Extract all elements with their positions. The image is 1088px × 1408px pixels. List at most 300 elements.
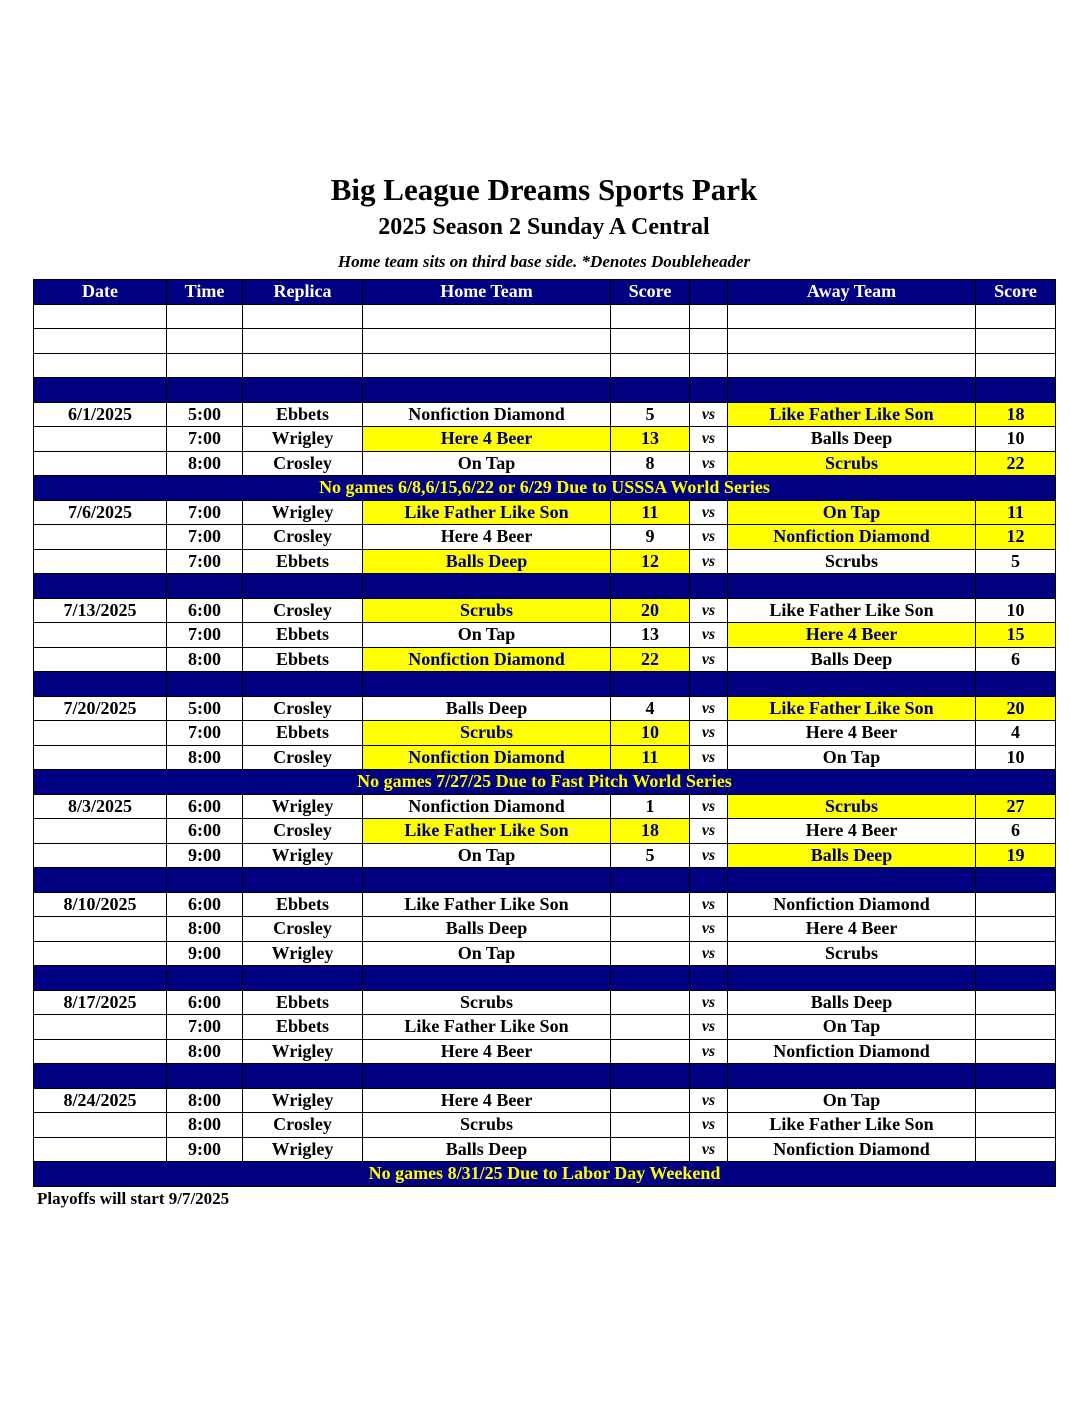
away-score-cell: 27 xyxy=(976,794,1056,819)
empty-cell xyxy=(728,574,976,599)
empty-cell xyxy=(976,1064,1056,1089)
empty-cell xyxy=(611,574,690,599)
empty-cell xyxy=(243,304,363,329)
away-score-cell xyxy=(976,917,1056,942)
empty-cell xyxy=(243,353,363,378)
home-score-cell: 20 xyxy=(611,598,690,623)
vs-cell: vs xyxy=(690,623,728,648)
empty-cell xyxy=(611,1064,690,1089)
game-row xyxy=(34,549,1056,574)
vs-cell: vs xyxy=(690,941,728,966)
replica-cell: Ebbets xyxy=(243,402,363,427)
game-row xyxy=(34,427,1056,452)
page-title: Big League Dreams Sports Park xyxy=(330,172,758,207)
separator-row xyxy=(34,966,1056,991)
home-score-cell: 5 xyxy=(611,843,690,868)
away-team-cell: Here 4 Beer xyxy=(728,623,976,648)
empty-cell xyxy=(976,329,1056,354)
empty-cell xyxy=(728,353,976,378)
away-score-cell: 18 xyxy=(976,402,1056,427)
empty-cell xyxy=(690,1064,728,1089)
away-score-cell: 10 xyxy=(976,745,1056,770)
time-cell: 7:00 xyxy=(167,549,243,574)
away-team-cell: Like Father Like Son xyxy=(728,402,976,427)
empty-cell xyxy=(243,966,363,991)
replica-cell: Wrigley xyxy=(243,500,363,525)
empty-cell xyxy=(243,378,363,403)
time-cell: 8:00 xyxy=(167,1039,243,1064)
home-score-cell xyxy=(611,1039,690,1064)
empty-cell xyxy=(690,378,728,403)
vs-cell: vs xyxy=(690,1015,728,1040)
home-team-cell: Nonfiction Diamond xyxy=(363,745,611,770)
empty-cell xyxy=(243,329,363,354)
page-subtitle: 2025 Season 2 Sunday A Central xyxy=(378,214,710,240)
empty-cell xyxy=(976,868,1056,893)
empty-cell xyxy=(690,966,728,991)
date-cell xyxy=(34,819,167,844)
empty-cell xyxy=(363,304,611,329)
time-cell: 8:00 xyxy=(167,917,243,942)
away-score-cell: 10 xyxy=(976,427,1056,452)
away-score-cell: 4 xyxy=(976,721,1056,746)
home-score-cell xyxy=(611,1015,690,1040)
away-score-cell: 12 xyxy=(976,525,1056,550)
replica-cell: Crosley xyxy=(243,917,363,942)
replica-cell: Crosley xyxy=(243,1113,363,1138)
away-team-cell: Scrubs xyxy=(728,451,976,476)
date-cell xyxy=(34,623,167,648)
time-cell: 7:00 xyxy=(167,525,243,550)
empty-cell xyxy=(167,868,243,893)
date-cell xyxy=(34,1015,167,1040)
empty-cell xyxy=(167,353,243,378)
replica-cell: Crosley xyxy=(243,525,363,550)
date-cell xyxy=(34,941,167,966)
game-row xyxy=(34,794,1056,819)
home-team-cell: On Tap xyxy=(363,941,611,966)
vs-cell: vs xyxy=(690,843,728,868)
game-row xyxy=(34,721,1056,746)
date-cell xyxy=(34,549,167,574)
empty-cell xyxy=(363,353,611,378)
replica-cell: Crosley xyxy=(243,696,363,721)
blank-row xyxy=(34,329,1056,354)
column-header-home-team: Home Team xyxy=(363,280,611,305)
vs-cell: vs xyxy=(690,721,728,746)
home-score-cell xyxy=(611,990,690,1015)
vs-cell: vs xyxy=(690,647,728,672)
away-score-cell: 6 xyxy=(976,647,1056,672)
column-header-date: Date xyxy=(34,280,167,305)
away-team-cell: On Tap xyxy=(728,500,976,525)
empty-cell xyxy=(976,966,1056,991)
separator-row xyxy=(34,1064,1056,1089)
vs-cell: vs xyxy=(690,1113,728,1138)
away-team-cell: Here 4 Beer xyxy=(728,917,976,942)
date-cell xyxy=(34,1113,167,1138)
replica-cell: Wrigley xyxy=(243,1088,363,1113)
replica-cell: Wrigley xyxy=(243,1137,363,1162)
home-team-cell: Scrubs xyxy=(363,598,611,623)
away-team-cell: Balls Deep xyxy=(728,427,976,452)
empty-cell xyxy=(976,304,1056,329)
game-row xyxy=(34,500,1056,525)
date-cell xyxy=(34,647,167,672)
game-row xyxy=(34,451,1056,476)
separator-row xyxy=(34,378,1056,403)
home-team-cell: On Tap xyxy=(363,623,611,648)
replica-cell: Ebbets xyxy=(243,990,363,1015)
home-team-cell: Here 4 Beer xyxy=(363,525,611,550)
empty-cell xyxy=(976,574,1056,599)
date-cell: 8/3/2025 xyxy=(34,794,167,819)
time-cell: 9:00 xyxy=(167,843,243,868)
home-score-cell: 13 xyxy=(611,427,690,452)
empty-cell xyxy=(611,329,690,354)
column-header-away-score: Score xyxy=(976,280,1056,305)
empty-cell xyxy=(728,329,976,354)
vs-cell: vs xyxy=(690,525,728,550)
empty-cell xyxy=(167,574,243,599)
home-team-cell: Scrubs xyxy=(363,1113,611,1138)
vs-cell: vs xyxy=(690,1039,728,1064)
away-team-cell: On Tap xyxy=(728,1088,976,1113)
time-cell: 7:00 xyxy=(167,500,243,525)
vs-cell: vs xyxy=(690,402,728,427)
away-team-cell: Like Father Like Son xyxy=(728,598,976,623)
vs-cell: vs xyxy=(690,696,728,721)
home-team-cell: Like Father Like Son xyxy=(363,892,611,917)
date-cell xyxy=(34,917,167,942)
separator-row xyxy=(34,574,1056,599)
game-row xyxy=(34,647,1056,672)
empty-cell xyxy=(363,574,611,599)
empty-cell xyxy=(611,966,690,991)
empty-cell xyxy=(363,378,611,403)
time-cell: 6:00 xyxy=(167,598,243,623)
notice-row xyxy=(34,1162,1056,1187)
away-score-cell xyxy=(976,941,1056,966)
home-team-cell: Balls Deep xyxy=(363,696,611,721)
replica-cell: Wrigley xyxy=(243,794,363,819)
empty-cell xyxy=(690,329,728,354)
away-score-cell xyxy=(976,1015,1056,1040)
game-row xyxy=(34,1088,1056,1113)
away-score-cell: 15 xyxy=(976,623,1056,648)
empty-cell xyxy=(363,966,611,991)
empty-cell xyxy=(243,868,363,893)
empty-cell xyxy=(728,868,976,893)
time-cell: 7:00 xyxy=(167,1015,243,1040)
empty-cell xyxy=(34,353,167,378)
away-score-cell: 20 xyxy=(976,696,1056,721)
empty-cell xyxy=(167,966,243,991)
date-cell xyxy=(34,721,167,746)
replica-cell: Ebbets xyxy=(243,623,363,648)
replica-cell: Ebbets xyxy=(243,721,363,746)
game-row xyxy=(34,598,1056,623)
blank-row xyxy=(34,353,1056,378)
vs-cell: vs xyxy=(690,427,728,452)
time-cell: 5:00 xyxy=(167,402,243,427)
home-team-cell: Here 4 Beer xyxy=(363,1088,611,1113)
empty-cell xyxy=(690,304,728,329)
empty-cell xyxy=(34,329,167,354)
home-score-cell: 8 xyxy=(611,451,690,476)
game-row xyxy=(34,1039,1056,1064)
game-row xyxy=(34,941,1056,966)
empty-cell xyxy=(34,868,167,893)
replica-cell: Crosley xyxy=(243,819,363,844)
away-team-cell: Balls Deep xyxy=(728,647,976,672)
vs-cell: vs xyxy=(690,745,728,770)
date-cell xyxy=(34,525,167,550)
table-header-row xyxy=(34,280,1056,305)
replica-cell: Ebbets xyxy=(243,1015,363,1040)
home-team-cell: Here 4 Beer xyxy=(363,1039,611,1064)
empty-cell xyxy=(611,353,690,378)
separator-row xyxy=(34,868,1056,893)
home-team-cell: Balls Deep xyxy=(363,1137,611,1162)
empty-cell xyxy=(167,672,243,697)
date-cell xyxy=(34,843,167,868)
empty-cell xyxy=(728,378,976,403)
replica-cell: Wrigley xyxy=(243,1039,363,1064)
time-cell: 8:00 xyxy=(167,451,243,476)
empty-cell xyxy=(34,378,167,403)
vs-cell: vs xyxy=(690,549,728,574)
time-cell: 8:00 xyxy=(167,647,243,672)
replica-cell: Ebbets xyxy=(243,647,363,672)
home-score-cell xyxy=(611,917,690,942)
game-row xyxy=(34,525,1056,550)
date-cell: 7/20/2025 xyxy=(34,696,167,721)
away-team-cell: Like Father Like Son xyxy=(728,696,976,721)
away-team-cell: Scrubs xyxy=(728,549,976,574)
column-header-replica: Replica xyxy=(243,280,363,305)
replica-cell: Wrigley xyxy=(243,941,363,966)
empty-cell xyxy=(690,672,728,697)
replica-cell: Ebbets xyxy=(243,549,363,574)
away-team-cell: Scrubs xyxy=(728,794,976,819)
empty-cell xyxy=(976,378,1056,403)
home-team-cell: Balls Deep xyxy=(363,917,611,942)
empty-cell xyxy=(167,1064,243,1089)
home-team-cell: Scrubs xyxy=(363,990,611,1015)
home-team-cell: Nonfiction Diamond xyxy=(363,794,611,819)
game-row xyxy=(34,843,1056,868)
home-score-cell xyxy=(611,1113,690,1138)
replica-cell: Crosley xyxy=(243,451,363,476)
empty-cell xyxy=(167,378,243,403)
blank-row xyxy=(34,304,1056,329)
time-cell: 5:00 xyxy=(167,696,243,721)
game-row xyxy=(34,1137,1056,1162)
home-team-cell: Scrubs xyxy=(363,721,611,746)
date-cell xyxy=(34,451,167,476)
empty-cell xyxy=(976,672,1056,697)
home-score-cell: 11 xyxy=(611,500,690,525)
home-score-cell: 11 xyxy=(611,745,690,770)
vs-cell: vs xyxy=(690,1137,728,1162)
notice-row xyxy=(34,770,1056,795)
home-score-cell: 9 xyxy=(611,525,690,550)
empty-cell xyxy=(690,353,728,378)
home-score-cell xyxy=(611,1137,690,1162)
empty-cell xyxy=(34,966,167,991)
home-score-cell: 18 xyxy=(611,819,690,844)
replica-cell: Wrigley xyxy=(243,843,363,868)
home-team-cell: Balls Deep xyxy=(363,549,611,574)
home-score-cell: 13 xyxy=(611,623,690,648)
away-team-cell: On Tap xyxy=(728,1015,976,1040)
game-row xyxy=(34,917,1056,942)
separator-row xyxy=(34,672,1056,697)
replica-cell: Ebbets xyxy=(243,892,363,917)
home-score-cell: 12 xyxy=(611,549,690,574)
away-team-cell: Nonfiction Diamond xyxy=(728,1137,976,1162)
time-cell: 7:00 xyxy=(167,427,243,452)
notice-text: No games 8/31/25 Due to Labor Day Weekend xyxy=(34,1162,1056,1187)
empty-cell xyxy=(167,329,243,354)
replica-cell: Crosley xyxy=(243,745,363,770)
game-row xyxy=(34,745,1056,770)
away-team-cell: Balls Deep xyxy=(728,990,976,1015)
game-row xyxy=(34,819,1056,844)
game-row xyxy=(34,402,1056,427)
empty-cell xyxy=(728,1064,976,1089)
schedule-table xyxy=(33,279,1056,1187)
empty-cell xyxy=(167,304,243,329)
home-team-cell: Nonfiction Diamond xyxy=(363,647,611,672)
time-cell: 7:00 xyxy=(167,721,243,746)
away-score-cell xyxy=(976,892,1056,917)
empty-cell xyxy=(34,574,167,599)
time-cell: 8:00 xyxy=(167,745,243,770)
home-team-cell: Like Father Like Son xyxy=(363,819,611,844)
empty-cell xyxy=(690,574,728,599)
empty-cell xyxy=(243,574,363,599)
away-score-cell: 22 xyxy=(976,451,1056,476)
vs-cell: vs xyxy=(690,892,728,917)
away-team-cell: Like Father Like Son xyxy=(728,1113,976,1138)
playoffs-note: Playoffs will start 9/7/2025 xyxy=(37,1189,230,1208)
away-team-cell: Scrubs xyxy=(728,941,976,966)
away-team-cell: Nonfiction Diamond xyxy=(728,1039,976,1064)
away-team-cell: Here 4 Beer xyxy=(728,819,976,844)
away-score-cell xyxy=(976,1039,1056,1064)
away-score-cell: 6 xyxy=(976,819,1056,844)
home-score-cell xyxy=(611,892,690,917)
empty-cell xyxy=(690,868,728,893)
vs-cell: vs xyxy=(690,451,728,476)
home-team-cell: On Tap xyxy=(363,451,611,476)
empty-cell xyxy=(363,1064,611,1089)
away-score-cell: 5 xyxy=(976,549,1056,574)
away-score-cell: 11 xyxy=(976,500,1056,525)
time-cell: 6:00 xyxy=(167,892,243,917)
empty-cell xyxy=(363,672,611,697)
away-team-cell: Here 4 Beer xyxy=(728,721,976,746)
empty-cell xyxy=(611,868,690,893)
notice-row xyxy=(34,476,1056,501)
vs-cell: vs xyxy=(690,598,728,623)
vs-cell: vs xyxy=(690,917,728,942)
date-cell: 8/17/2025 xyxy=(34,990,167,1015)
empty-cell xyxy=(243,1064,363,1089)
time-cell: 9:00 xyxy=(167,941,243,966)
away-team-cell: On Tap xyxy=(728,745,976,770)
empty-cell xyxy=(728,672,976,697)
home-team-cell: On Tap xyxy=(363,843,611,868)
empty-cell xyxy=(611,378,690,403)
home-score-cell: 5 xyxy=(611,402,690,427)
away-score-cell: 19 xyxy=(976,843,1056,868)
page-note: Home team sits on third base side. *Denotes Doubleheader xyxy=(337,252,751,271)
away-score-cell xyxy=(976,990,1056,1015)
vs-cell: vs xyxy=(690,1088,728,1113)
away-score-cell xyxy=(976,1113,1056,1138)
home-team-cell: Like Father Like Son xyxy=(363,500,611,525)
date-cell xyxy=(34,427,167,452)
home-team-cell: Nonfiction Diamond xyxy=(363,402,611,427)
vs-cell: vs xyxy=(690,819,728,844)
date-cell xyxy=(34,1039,167,1064)
away-score-cell: 10 xyxy=(976,598,1056,623)
away-score-cell xyxy=(976,1137,1056,1162)
column-header-away-team: Away Team xyxy=(728,280,976,305)
date-cell: 8/24/2025 xyxy=(34,1088,167,1113)
home-team-cell: Here 4 Beer xyxy=(363,427,611,452)
away-team-cell: Nonfiction Diamond xyxy=(728,892,976,917)
time-cell: 6:00 xyxy=(167,819,243,844)
time-cell: 9:00 xyxy=(167,1137,243,1162)
time-cell: 7:00 xyxy=(167,623,243,648)
away-score-cell xyxy=(976,1088,1056,1113)
empty-cell xyxy=(611,672,690,697)
empty-cell xyxy=(976,353,1056,378)
time-cell: 6:00 xyxy=(167,990,243,1015)
game-row xyxy=(34,892,1056,917)
vs-cell: vs xyxy=(690,794,728,819)
home-score-cell xyxy=(611,1088,690,1113)
game-row xyxy=(34,623,1056,648)
date-cell xyxy=(34,1137,167,1162)
date-cell: 7/6/2025 xyxy=(34,500,167,525)
date-cell: 7/13/2025 xyxy=(34,598,167,623)
replica-cell: Wrigley xyxy=(243,427,363,452)
vs-cell: vs xyxy=(690,500,728,525)
time-cell: 6:00 xyxy=(167,794,243,819)
game-row xyxy=(34,990,1056,1015)
home-team-cell: Like Father Like Son xyxy=(363,1015,611,1040)
empty-cell xyxy=(728,304,976,329)
empty-cell xyxy=(363,868,611,893)
away-team-cell: Nonfiction Diamond xyxy=(728,525,976,550)
home-score-cell xyxy=(611,941,690,966)
home-score-cell: 4 xyxy=(611,696,690,721)
empty-cell xyxy=(34,1064,167,1089)
game-row xyxy=(34,696,1056,721)
home-score-cell: 10 xyxy=(611,721,690,746)
empty-cell xyxy=(728,966,976,991)
time-cell: 8:00 xyxy=(167,1088,243,1113)
empty-cell xyxy=(243,672,363,697)
schedule-body xyxy=(34,304,1056,1186)
column-header-home-score: Score xyxy=(611,280,690,305)
home-score-cell: 1 xyxy=(611,794,690,819)
